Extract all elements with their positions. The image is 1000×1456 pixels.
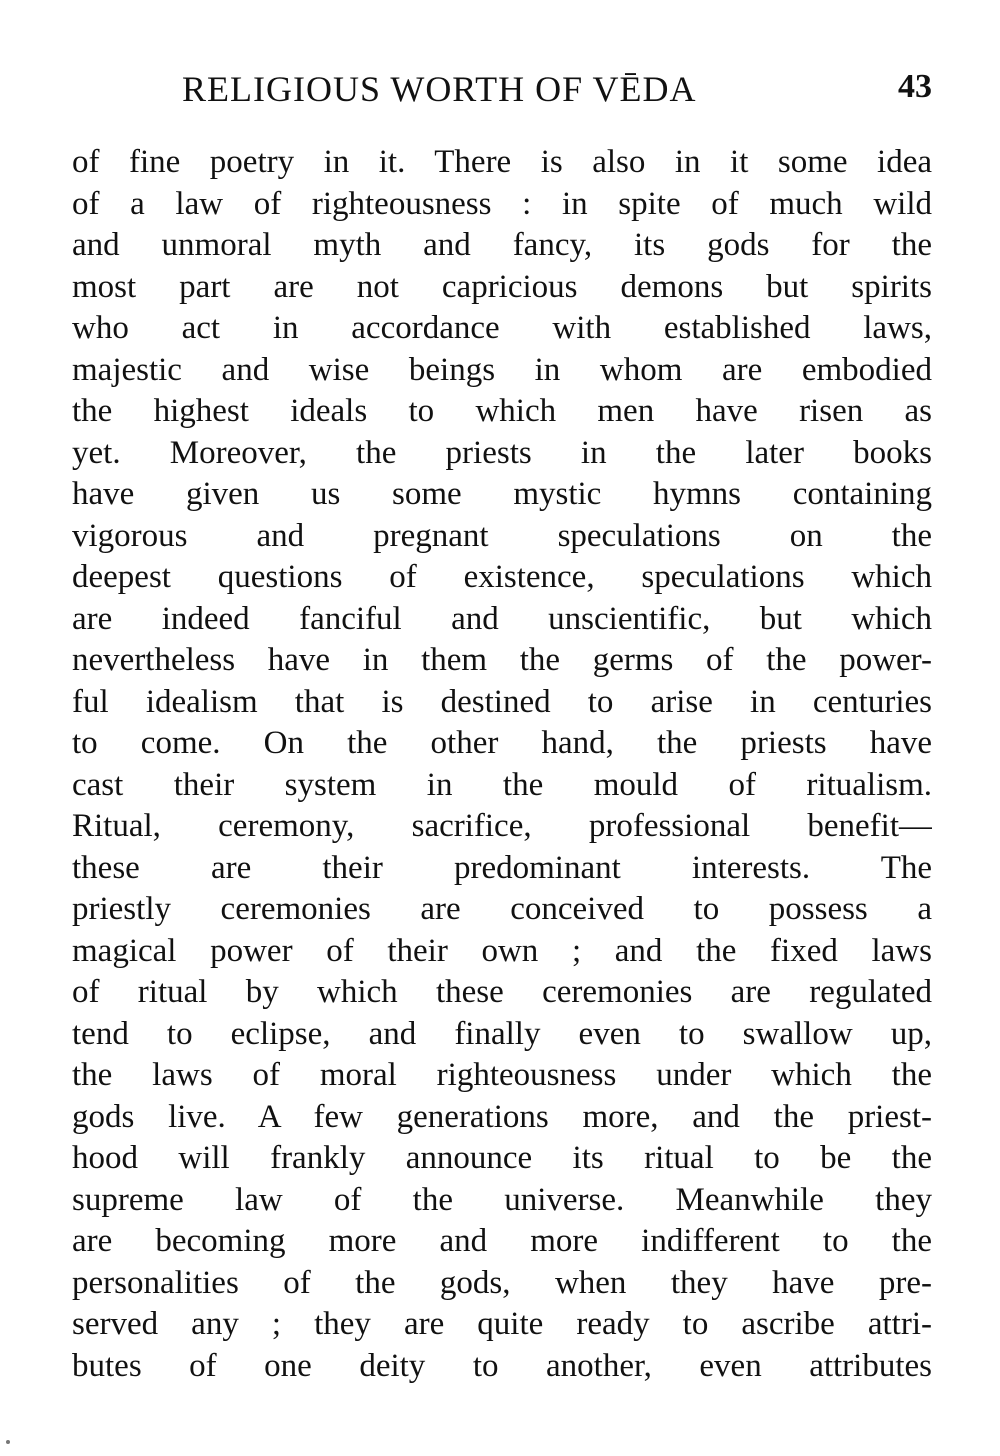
text-line: the laws of moral righteousness under which the [72,1057,932,1093]
text-line: magical power of their own ; and the fixed laws [72,932,932,969]
text-line: of ritual by which these ceremonies are regulated [72,974,932,1010]
text-line: majestic and wise beings in whom are embodied [72,351,932,388]
text-line: most part are not capricious demons but spirits [72,268,932,305]
scan-speck [6,1440,10,1444]
text-line: these are their predominant interests. The [72,849,932,886]
text-line: to come. On the other hand, the priests have [72,725,932,761]
text-line: are becoming more and more indifferent to the [72,1223,932,1259]
text-line: yet. Moreover, the priests in the later books [72,434,932,471]
text-line: who act in accordance with established laws, [72,310,932,346]
text-line: of a law of righteousness : in spite of much wild [72,185,932,222]
text-line: tend to eclipse, and finally even to swallow up, [72,1015,932,1052]
text-line: cast their system in the mould of ritualism. [72,766,932,803]
text-line: hood will frankly announce its ritual to be the [72,1140,932,1176]
text-line: butes of one deity to another, even attributes [72,1347,932,1384]
running-head [72,68,932,114]
text-line: ful idealism that is destined to arise in centuries [72,683,932,720]
text-line: are indeed fanciful and unscientific, but which [72,600,932,637]
text-line: vigorous and pregnant speculations on the [72,517,932,554]
text-line: of fine poetry in it. There is also in it some idea [72,144,932,180]
text-line: the highest ideals to which men have risen as [72,393,932,429]
text-line: nevertheless have in them the germs of the power- [72,642,932,678]
text-line: personalities of the gods, when they have pre- [72,1264,932,1301]
text-line: gods live. A few generations more, and the priest- [72,1098,932,1135]
text-line: served any ; they are quite ready to ascribe attri- [72,1306,932,1342]
text-line: supreme law of the universe. Meanwhile they [72,1181,932,1218]
body-text [72,142,932,1387]
running-title: RELIGIOUS WORTH OF VĒDA [182,69,697,109]
text-line: Ritual, ceremony, sacrifice, professional benefit— [72,808,932,844]
text-line: deepest questions of existence, speculations which [72,559,932,595]
text-line: have given us some mystic hymns containing [72,476,932,512]
page-number: 43 [898,68,932,105]
text-line: and unmoral myth and fancy, its gods for the [72,227,932,263]
text-line: priestly ceremonies are conceived to possess a [72,891,932,927]
